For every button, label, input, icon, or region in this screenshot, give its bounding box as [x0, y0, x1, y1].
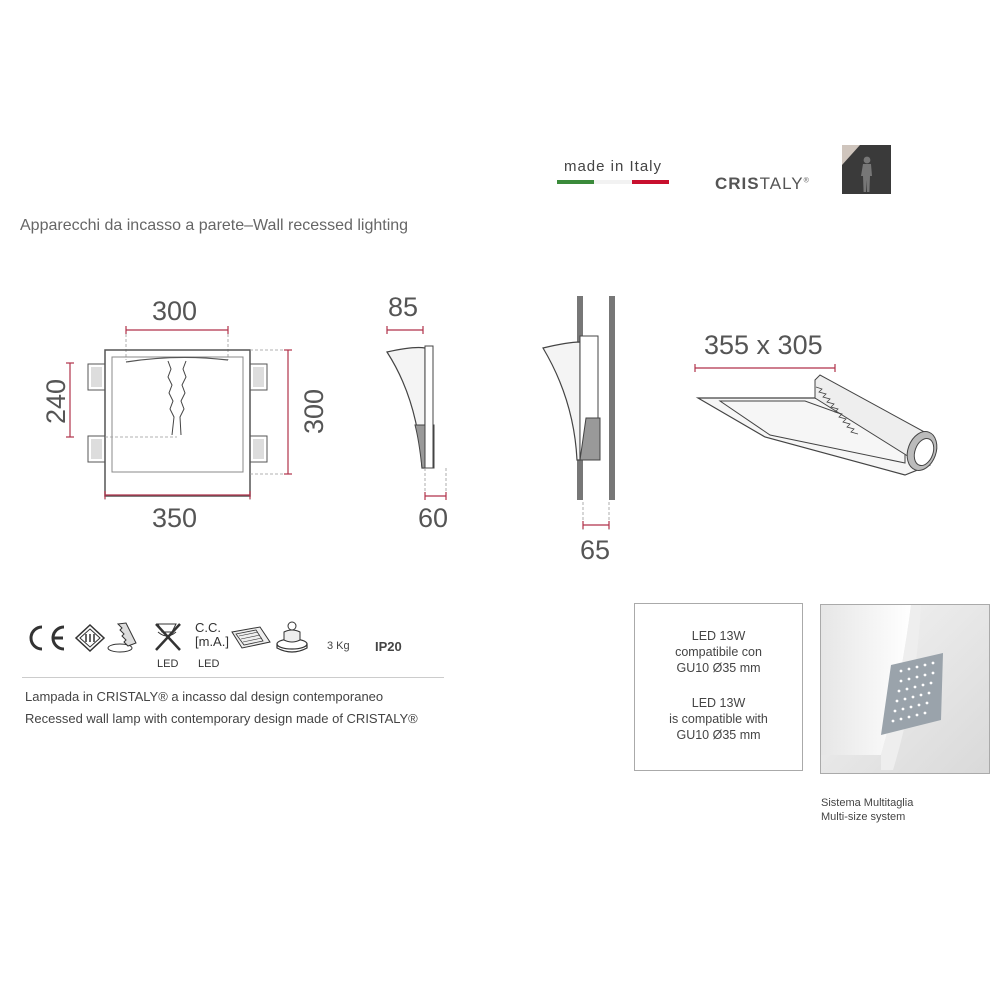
no-cover-icon	[156, 624, 180, 650]
led-driver-icon	[232, 627, 270, 648]
constant-current-icon	[195, 621, 229, 649]
made-in-italy-badge	[557, 158, 669, 184]
led-label-1: LED	[157, 658, 179, 670]
class-iii-icon	[76, 625, 104, 651]
led-label-2: LED	[198, 658, 220, 670]
recessed-install-icon	[108, 623, 136, 652]
side-view-drawing	[370, 290, 470, 540]
ce-mark-icon	[31, 627, 64, 649]
brand-mark: ®	[803, 177, 810, 185]
front-top-width-label: 300	[152, 296, 198, 326]
italian-flag-icon	[557, 180, 669, 184]
description-en: Recessed wall lamp with contemporary design made of CRISTALY®	[25, 711, 418, 726]
cc-line-1: C.C.	[195, 620, 221, 635]
led-en-title: LED 13W	[691, 696, 746, 710]
page-subtitle: Apparecchi da incasso a parete–Wall recessed lighting	[20, 217, 409, 234]
brand-light: TALY	[759, 174, 804, 193]
cc-line-2: [m.A.]	[195, 634, 229, 649]
led-it-line3: GU10 Ø35 mm	[676, 661, 761, 675]
description-it: Lampada in CRISTALY® a incasso dal design contemporaneo	[25, 689, 384, 704]
made-in-italy-text: made in Italy	[563, 158, 663, 175]
led-it-title: LED 13W	[691, 629, 746, 643]
front-bottom-width-label: 350	[152, 503, 198, 533]
front-right-height-label: 300	[299, 388, 330, 435]
multisize-photo	[820, 604, 990, 774]
multisize-caption	[821, 796, 913, 824]
installed-depth-label: 65	[580, 535, 611, 565]
caption-it: Sistema Multitaglia	[821, 797, 914, 809]
installed-view-drawing	[530, 290, 640, 570]
box-view-drawing	[690, 325, 950, 495]
front-view-drawing	[30, 290, 330, 550]
caption-en: Multi-size system	[821, 811, 906, 823]
side-top-depth-label: 85	[388, 292, 419, 322]
brand-bold: CRIS	[715, 174, 760, 193]
led-compatibility-box	[634, 603, 803, 771]
front-left-height-label: 240	[41, 378, 72, 425]
weight-value: 3 Kg	[327, 640, 350, 652]
side-bottom-depth-label: 60	[418, 503, 449, 533]
divider	[22, 677, 444, 678]
standing-person-icon	[842, 145, 891, 194]
led-en-line2: is compatible with	[669, 712, 768, 726]
ip-rating: IP20	[375, 639, 402, 654]
led-en-line3: GU10 Ø35 mm	[676, 728, 761, 742]
led-it-line2: compatibile con	[675, 645, 762, 659]
brand-logo	[715, 174, 810, 194]
box-size-label: 355 x 305	[704, 330, 823, 360]
weight-icon	[277, 622, 307, 652]
